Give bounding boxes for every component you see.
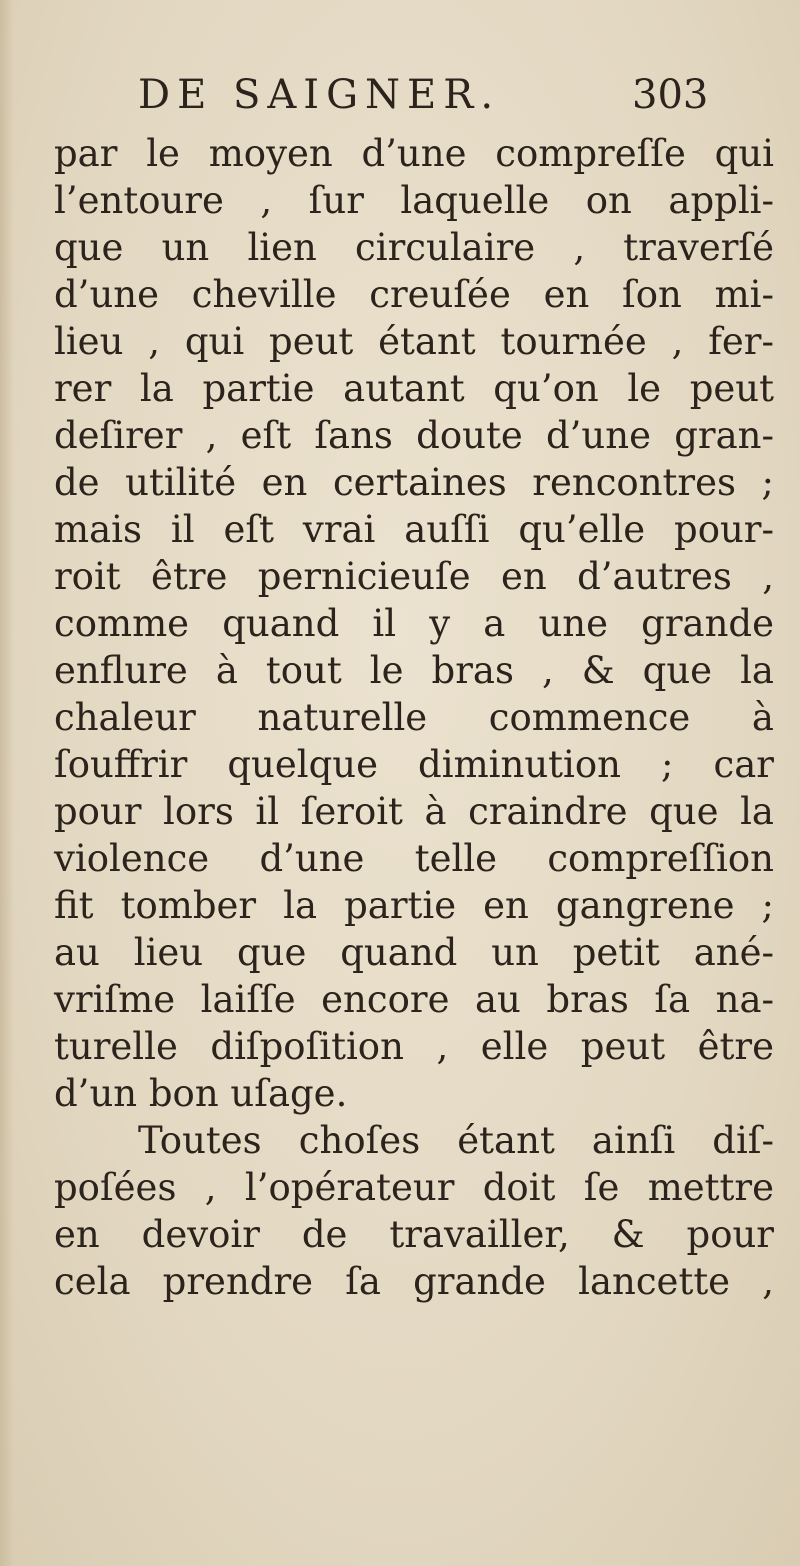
text-line: en devoir de travailler, & pour <box>54 1213 774 1256</box>
page-edge-shadow <box>0 0 14 1566</box>
text-line: mais il eſt vrai auſſi qu’elle pour- <box>54 508 774 551</box>
text-line: cela prendre ſa grande lancette , <box>54 1260 774 1303</box>
text-line: fit tomber la partie en gangrene ; <box>54 884 774 927</box>
text-line: au lieu que quand un petit ané- <box>54 931 774 974</box>
paragraph-end-line: d’un bon uſage. <box>54 1072 348 1115</box>
text-line: pour lors il ſeroit à craindre que la <box>54 790 774 833</box>
text-line: l’entoure , ſur laquelle on appli- <box>54 179 774 222</box>
page-header <box>0 68 800 128</box>
text-line: comme quand il y a une grande <box>54 602 774 645</box>
text-line: enflure à tout le bras , & que la <box>54 649 774 692</box>
text-line: deſirer , eſt ſans doute d’une gran- <box>54 414 774 457</box>
text-line: chaleur naturelle commence à <box>54 696 774 739</box>
text-line: de utilité en certaines rencontres ; <box>54 461 774 504</box>
text-line: poſées , l’opérateur doit ſe mettre <box>54 1166 774 1209</box>
text-line: par le moyen d’une compreſſe qui <box>54 132 774 175</box>
text-line: lieu , qui peut étant tournée , fer- <box>54 320 774 363</box>
text-line: roit être pernicieuſe en d’autres , <box>54 555 774 598</box>
text-line: ſouffrir quelque diminution ; car <box>54 743 774 786</box>
text-line: vriſme laiſſe encore au bras ſa na- <box>54 978 774 1021</box>
text-line: violence d’une telle compreſſion <box>54 837 774 880</box>
body-text <box>54 130 774 1305</box>
paragraph-start-line: Toutes choſes étant ainſi diſ- <box>138 1119 774 1162</box>
text-line: que un lien circulaire , traverſé <box>54 226 774 269</box>
text-line: d’une cheville creuſée en ſon mi- <box>54 273 774 316</box>
text-line: rer la partie autant qu’on le peut <box>54 367 774 410</box>
page-number: 303 <box>632 72 709 118</box>
text-line: turelle diſpoſition , elle peut être <box>54 1025 774 1068</box>
running-head: DE SAIGNER. <box>138 72 501 118</box>
